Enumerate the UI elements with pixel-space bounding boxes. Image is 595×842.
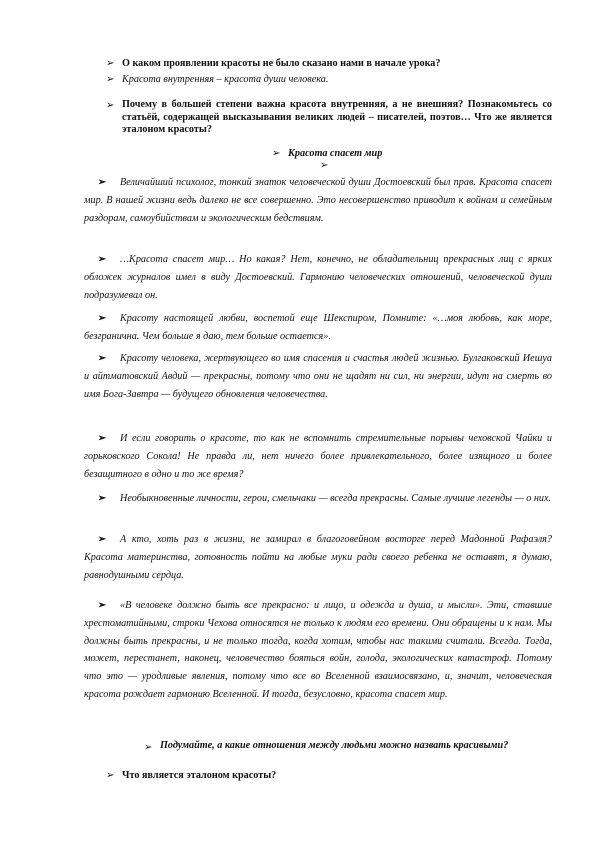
paragraph-text: …Красота спасет мир… Но какая? Нет, конечно, не обладательниц прекрасных лиц с ярких обложек журналов имел в виду Достоевский. Гармонию человеческих отношений, человеческой души подразумевал он. xyxy=(84,254,552,301)
paragraph-text: Величайший психолог, тонкий знаток человеческой души Достоевский был прав. Красота спасет мир. В нашей жизни ведь далеко не все совершенно. Это несовершенство приводит к войнам и семейным раздорам, самоубийствам и экологическим бедствиям. xyxy=(84,177,552,224)
bullet-arrow-icon: ➢ xyxy=(97,353,107,364)
bullet-arrow-icon: ➢ xyxy=(97,254,107,265)
think-prompt: Подумайте, а какие отношения между людьми можно назвать красивыми? xyxy=(160,740,509,751)
bullet-arrow-icon: ➢ xyxy=(144,742,153,753)
question-2: Почему в большей степени важна красота внутренняя, а не внешняя? Познакомьтесь со статьёй, содержащей высказывания великих людей – писателей, поэтов… Что же является эталоном красоты? xyxy=(122,99,552,136)
paragraph-text: «В человеке должно быть все прекрасно: и лицо, и одежда и душа, и мысли». Эти, ставшие хрестоматийными, строки Чехова относятся не только к людям его времени. Они обращены и к нам. Мы должны быть прекрасны, и не только тогда, когда хотим, чтобы нас такими считали. Всегда. Тогда, может, перестанет, наконец, человечество бояться войн, голода, экологических катастроф. Потому что это — уродливые явления, потому что все во Вселенной взаимосвязано, и, значит, человеческая красота рождает гармонию Вселенной. И тогда, безусловно, красота спасет мир. xyxy=(84,600,552,700)
bullet-arrow-icon: ➢ xyxy=(97,177,107,188)
paragraph-6 xyxy=(84,490,552,508)
bullet-arrow-icon: ➢ xyxy=(97,433,107,444)
bullet-arrow-icon: ➢ xyxy=(97,493,107,504)
paragraph-1 xyxy=(84,174,552,227)
paragraph-text: Красоту настоящей любви, воспетой еще Шекспиром, Помните: «…моя любовь, как море, безгранична. Чем больше я даю, тем больше остается». xyxy=(84,313,552,342)
bullet-arrow-icon: ➢ xyxy=(106,58,115,69)
bullet-arrow-icon: ➢ xyxy=(320,160,329,171)
paragraph-3 xyxy=(84,310,552,346)
paragraph-2 xyxy=(84,251,552,304)
paragraph-4 xyxy=(84,350,552,403)
bullet-arrow-icon: ➢ xyxy=(106,74,115,85)
bullet-arrow-icon: ➢ xyxy=(97,600,107,611)
paragraph-text: И если говорить о красоте, то как не вспомнить стремительные порывы чеховской Чайки и горьковского Сокола! Не правда ли, нет ничего более привлекательного, более изящного и более безащитного в одно и то же время? xyxy=(84,433,552,480)
paragraph-text: Необыкновенные личности, герои, смельчаки — всегда прекрасны. Самые лучшие легенды — о них. xyxy=(120,493,552,504)
question-1: О каком проявлении красоты не было сказано нами в начале урока? xyxy=(122,58,441,69)
paragraph-text: Красоту человека, жертвующего во имя спасения и счастья людей жизнью. Булгаковский Иешуа и айтматовский Авдий — прекрасны, потому что они не щадят ни сил, ни энергии, идут на смерть во имя Бога-Завтра — будущего обновления человечества. xyxy=(84,353,552,400)
bullet-arrow-icon: ➢ xyxy=(106,100,115,111)
paragraph-7 xyxy=(84,531,552,584)
section-heading: Красота спасет мир xyxy=(288,148,383,159)
paragraph-8 xyxy=(84,597,552,704)
bullet-arrow-icon: ➢ xyxy=(106,770,115,781)
bullet-arrow-icon: ➢ xyxy=(97,534,107,545)
paragraph-5 xyxy=(84,430,552,483)
paragraph-text: А кто, хоть раз в жизни, не замирал в благоговейном восторге перед Мадонной Рафаэля? Красота материнства, готовность пойти на любые муки ради своего ребенка не оставят, я думаю, равнодушными сердца. xyxy=(84,534,552,581)
final-question: Что является эталоном красоты? xyxy=(122,770,277,781)
bullet-arrow-icon: ➢ xyxy=(272,148,281,159)
bullet-arrow-icon: ➢ xyxy=(97,313,107,324)
answer-1: Красота внутренняя – красота души человека. xyxy=(122,74,329,85)
